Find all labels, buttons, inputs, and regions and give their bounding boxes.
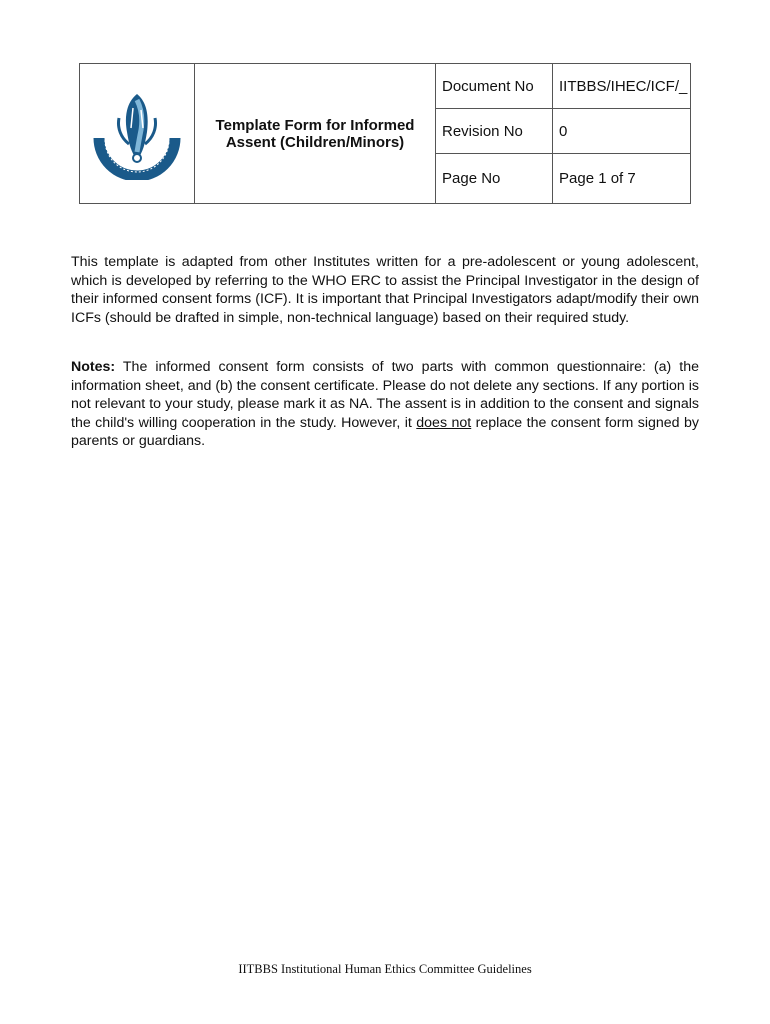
document-header-table [79, 63, 691, 204]
document-no-value: IITBBS/IHEC/ICF/_ [553, 64, 691, 109]
page-footer: IITBBS Institutional Human Ethics Committee Guidelines [238, 962, 532, 976]
form-title: Template Form for Informed Assent (Children/Minors) [195, 64, 436, 204]
revision-no-label: Revision No [436, 109, 553, 154]
logo-cell [80, 64, 195, 204]
document-no-label: Document No [436, 64, 553, 109]
page-no-value: Page 1 of 7 [553, 154, 691, 204]
notes-text: The informed consent form consists of two parts with common questionnaire: (a) the information sheet, and (b) the consent certificate. Please do not delete any sections. If any portion is not relevant to your study, please mark it as NA. The assent is in addition to the consent and signals the child's willing cooperation in the study. However, it [71, 359, 699, 431]
institute-emblem-icon [91, 88, 183, 180]
notes-text-end: replace the consent form signed by parents or guardians. [71, 414, 699, 450]
notes-label: Notes: [71, 359, 116, 375]
notes-paragraph [71, 358, 699, 451]
revision-no-value: 0 [553, 109, 691, 154]
page-no-label: Page No [436, 154, 553, 204]
intro-paragraph: This template is adapted from other Institutes written for a pre-adolescent or young adolescent, which is developed by referring to the WHO ERC to assist the Principal Investigator in the design of their informed consent forms (ICF). It is important that Principal Investigators adapt/modify their own ICFs (should be drafted in simple, non-technical language) based on their required study. [71, 254, 699, 326]
notes-underlined-text: does not [416, 414, 472, 431]
